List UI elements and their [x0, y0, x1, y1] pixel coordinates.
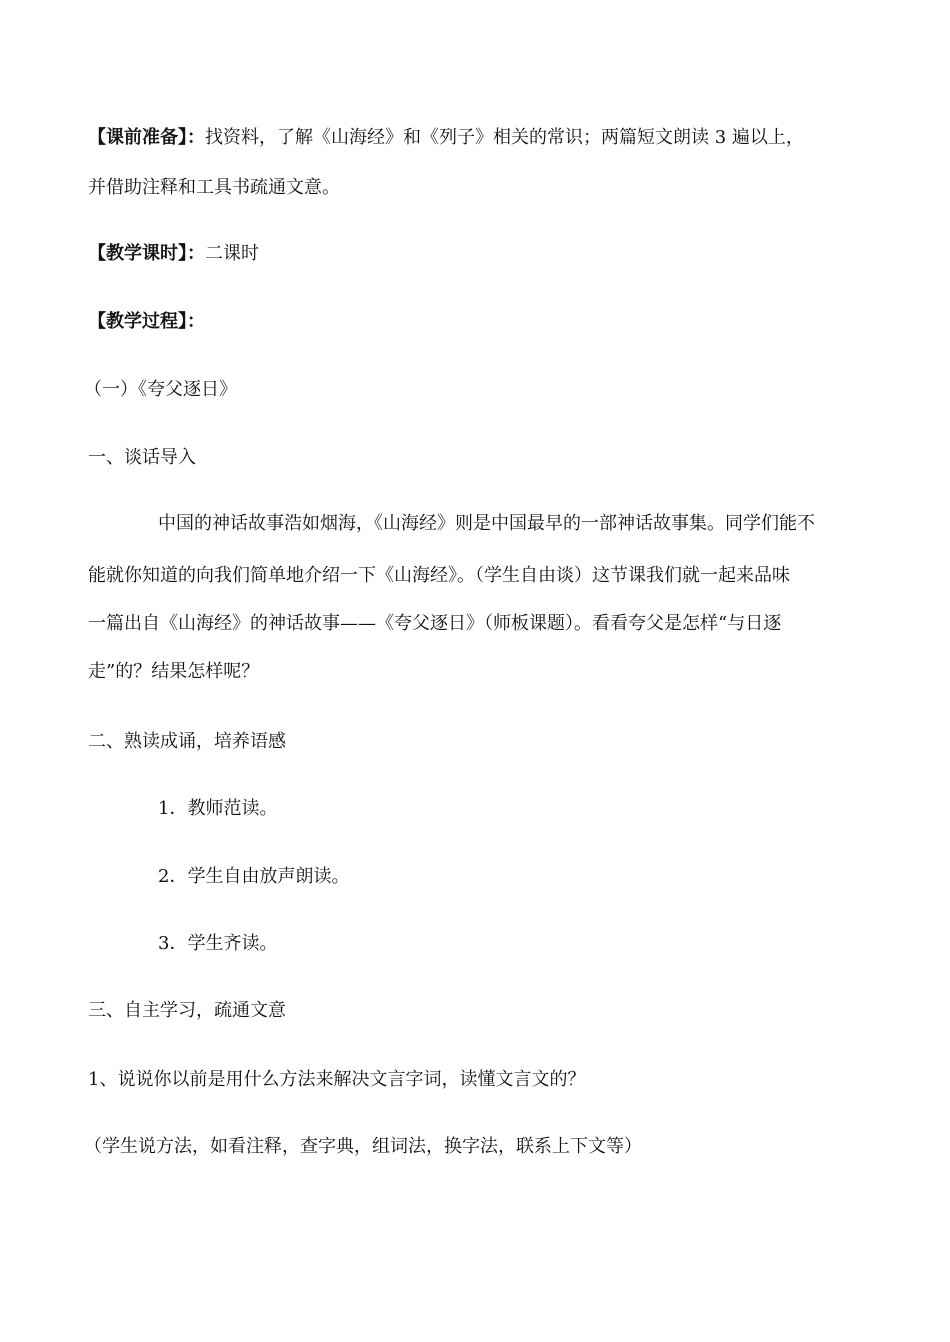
step3-answer: （学生说方法，如看注释，查字典，组词法，换字法，联系上下文等）: [84, 1136, 642, 1157]
step2-item-2: 2．学生自由放声朗读。: [158, 866, 350, 887]
hours-line: [88, 242, 259, 266]
step2-item-3: 3．学生齐读。: [158, 933, 278, 954]
prep-line-1: [88, 126, 804, 150]
step2-heading: 二、熟读成诵，培养语感: [88, 731, 286, 752]
step3-heading: 三、自主学习，疏通文意: [88, 1000, 286, 1021]
step1-line-1: 中国的神话故事浩如烟海，《山海经》则是中国最早的一部神话故事集。同学们能不: [158, 513, 815, 534]
process-label: 【教学过程】：: [88, 311, 205, 332]
step1-line-2: 能就你知道的向我们简单地介绍一下《山海经》。（学生自由谈）这节课我们就一起来品味: [88, 565, 790, 586]
prep-label: 【课前准备】：: [88, 127, 205, 148]
step1-line-3: 一篇出自《山海经》的神话故事——《夸父逐日》（师板课题）。看看夸父是怎样“与日逐: [88, 613, 782, 634]
step3-question: 1、说说你以前是用什么方法来解决文言字词，读懂文言文的？: [88, 1069, 586, 1090]
hours-value: 二课时: [205, 243, 259, 264]
prep-text-1: 找资料，了解《山海经》和《列子》相关的常识；两篇短文朗读 3 遍以上，: [205, 127, 804, 148]
step1-line-4: 走”的？结果怎样呢？: [88, 661, 260, 682]
section-one-title: （一）《夸父逐日》: [84, 379, 237, 400]
prep-line-2: 并借助注释和工具书疏通文意。: [88, 177, 340, 198]
hours-label: 【教学课时】：: [88, 243, 205, 264]
step1-paragraph: [88, 512, 864, 692]
step2-item-1: 1．教师范读。: [158, 798, 278, 819]
step1-heading: 一、谈话导入: [88, 447, 196, 468]
